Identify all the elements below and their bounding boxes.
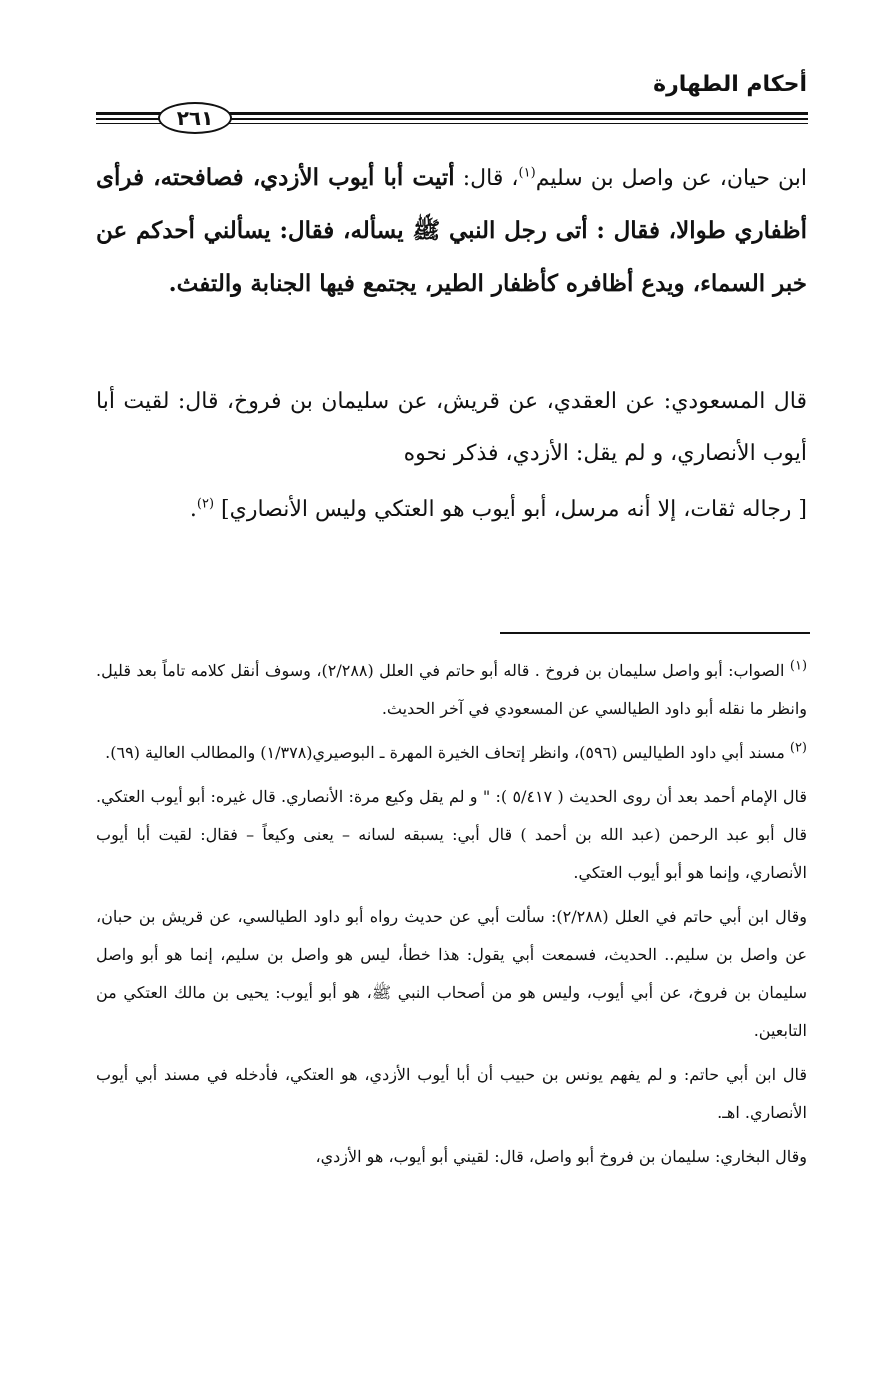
paragraph-hadith bbox=[96, 152, 807, 317]
paragraph-grading bbox=[96, 484, 807, 542]
page-number: ٢٦١ bbox=[158, 102, 232, 134]
footnotes bbox=[96, 652, 807, 1182]
masudi-text: قال المسعودي: عن العقدي، عن قريش، عن سليمان بن فروخ، قال: لقيت أبا أيوب الأنصاري، و لم يقل: الأزدي، فذكر نحوه bbox=[96, 389, 807, 466]
footnote-bukhari: وقال البخاري: سليمان بن فروخ أبو واصل، قال: لقيني أبو أيوب، هو الأزدي، bbox=[315, 1147, 807, 1166]
hadith-said-text: ، قال: bbox=[454, 166, 519, 191]
paragraph-masudi bbox=[96, 376, 807, 486]
footnote-ahmad: قال الإمام أحمد بعد أن روى الحديث ( ٥/٤١٧ ): " و لم يقل وكيع مرة: الأنصاري. قال غيره: أبو أيوب العتكي. قال أبو عبد الرحمن (عبد الله بن أحمد ) قال أبي: يسبقه لسانه – يعنى وكيعاً – فقال: لقيت أبا أيوب الأنصاري، وإنما هو أبو أيوب العتكي. bbox=[96, 787, 808, 882]
footnote-ref-1: (١) bbox=[518, 165, 536, 181]
hadith-chain-text: ابن حيان، عن واصل بن سليم bbox=[535, 166, 808, 191]
running-title: أحكام الطهارة bbox=[653, 72, 807, 97]
hadith-bold-text: أتيت أبا أيوب الأزدي، فصافحته، فرأى أظفاري طوالا، فقال : أتى رجل النبي ﷺ يسأله، فقال: يسألني أحدكم عن خبر السماء، ويدع أظافره كأظفار الطير، يجتمع فيها الجنابة والتفث. bbox=[96, 164, 807, 297]
footnote-2-marker: (٢) bbox=[789, 740, 807, 756]
footnote-2 bbox=[96, 734, 807, 772]
footnote-ref-2: (٢) bbox=[196, 496, 215, 512]
footnote-1 bbox=[96, 652, 807, 728]
footnote-ibn-abi-hatim: وقال ابن أبي حاتم في العلل (٢/٢٨٨): سألت أبي عن حديث رواه أبو داود الطيالسي، عن قريش بن حبان، عن واصل بن سليم.. الحديث، فسمعت أبي يقول: هذا خطأ، ليس هو واصل بن سليم، إنما هو أبو واصل سليمان بن فروخ، عن أبي أيوب، وليس هو من أصحاب النبي ﷺ، هو أبو أيوب: يحيى بن مالك العتكي من التابعين. bbox=[96, 907, 807, 1040]
footnote-1-marker: (١) bbox=[789, 658, 808, 674]
header-rule bbox=[96, 106, 808, 130]
grading-end: . bbox=[189, 497, 197, 522]
grading-text: [ رجاله ثقات، إلا أنه مرسل، أبو أيوب هو العتكي وليس الأنصاري] bbox=[214, 497, 807, 522]
footnote-separator bbox=[500, 632, 810, 634]
footnote-1-text: الصواب: أبو واصل سليمان بن فروخ . قاله أبو حاتم في العلل (٢/٢٨٨)، وسوف أنقل كلامه تاماً بعد قليل. وانظر ما نقله أبو داود الطيالسي عن المسعودي في آخر الحديث. bbox=[96, 661, 807, 718]
footnote-2-text: مسند أبي داود الطياليس (٥٩٦)، وانظر إتحاف الخيرة المهرة ـ البوصيري(١/٣٧٨) والمطالب العالية (٦٩). bbox=[105, 743, 790, 762]
footnote-yunus: قال ابن أبي حاتم: و لم يفهم يونس بن حبيب أن أبا أيوب الأزدي، هو العتكي، فأدخله في مسند أبي أيوب الأنصاري. اهـ. bbox=[96, 1065, 807, 1122]
